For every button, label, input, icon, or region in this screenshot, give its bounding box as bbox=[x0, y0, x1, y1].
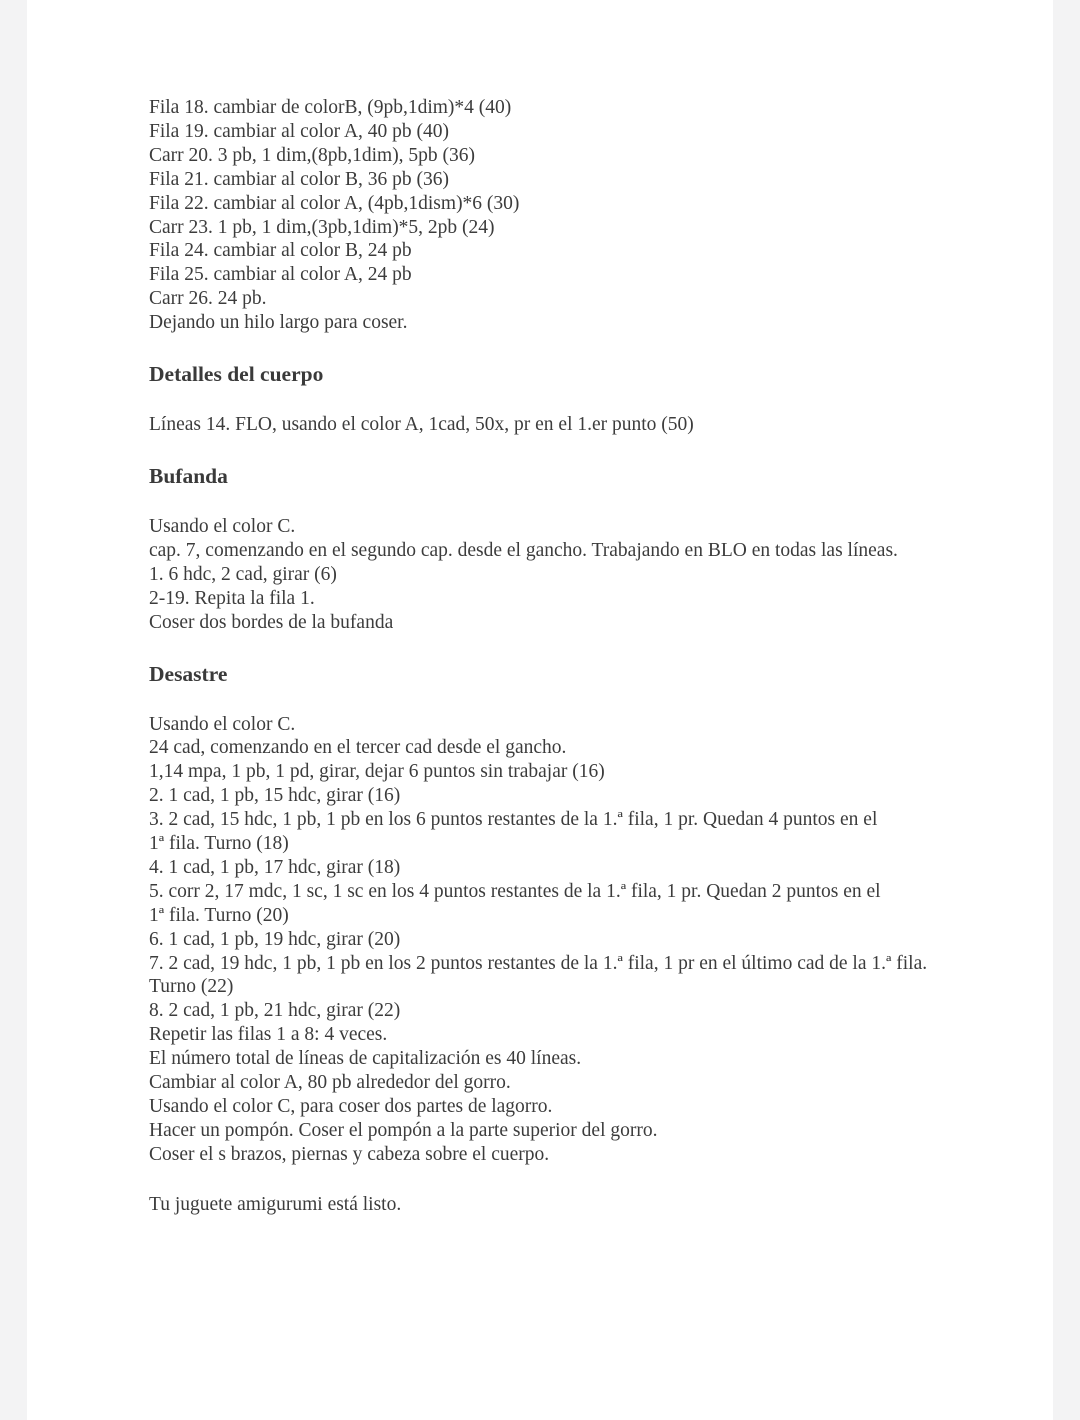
pattern-line: Repetir las filas 1 a 8: 4 veces. bbox=[149, 1024, 388, 1046]
pattern-line: Fila 22. cambiar al color A, (4pb,1dism)*6 (30) bbox=[149, 192, 520, 214]
document-content bbox=[149, 96, 1009, 1217]
pattern-line: 24 cad, comenzando en el tercer cad desde el gancho. bbox=[149, 737, 567, 759]
pattern-line: Carr 26. 24 pb. bbox=[149, 288, 267, 310]
pattern-line: 1ª fila. Turno (20) bbox=[149, 904, 289, 926]
closing-line: Tu juguete amigurumi está listo. bbox=[149, 1193, 402, 1215]
pattern-line: 1,14 mpa, 1 pb, 1 pd, girar, dejar 6 puntos sin trabajar (16) bbox=[149, 761, 605, 783]
pattern-rows-top bbox=[149, 96, 1009, 335]
pattern-line: Hacer un pompón. Coser el pompón a la parte superior del gorro. bbox=[149, 1119, 658, 1141]
pattern-line: 3. 2 cad, 15 hdc, 1 pb, 1 pb en los 6 puntos restantes de la 1.ª fila, 1 pr. Quedan 4 puntos en el bbox=[149, 809, 878, 831]
pattern-line: 1ª fila. Turno (18) bbox=[149, 833, 289, 855]
pattern-line: 1. 6 hdc, 2 cad, girar (6) bbox=[149, 563, 337, 585]
pattern-line: Fila 19. cambiar al color A, 40 pb (40) bbox=[149, 120, 450, 142]
pattern-line: Fila 24. cambiar al color B, 24 pb bbox=[149, 240, 412, 262]
pattern-line: Usando el color C. bbox=[149, 515, 296, 537]
heading-body-details: Detalles del cuerpo bbox=[149, 362, 324, 387]
pattern-line: 6. 1 cad, 1 pb, 19 hdc, girar (20) bbox=[149, 928, 401, 950]
pattern-line: Turno (22) bbox=[149, 976, 234, 998]
pattern-line: Fila 18. cambiar de colorB, (9pb,1dim)*4 (40) bbox=[149, 97, 512, 118]
disaster-section bbox=[149, 713, 1009, 1167]
pattern-line: 7. 2 cad, 19 hdc, 1 pb, 1 pb en los 2 puntos restantes de la 1.ª fila, 1 pr en el último cad de la 1.ª fila. bbox=[149, 952, 928, 974]
pattern-line: cap. 7, comenzando en el segundo cap. desde el gancho. Trabajando en BLO en todas las líneas. bbox=[149, 539, 898, 561]
document-page bbox=[27, 0, 1053, 1420]
pattern-line: Coser dos bordes de la bufanda bbox=[149, 611, 394, 633]
pattern-line: 8. 2 cad, 1 pb, 21 hdc, girar (22) bbox=[149, 1000, 401, 1022]
pattern-line: Cambiar al color A, 80 pb alrededor del gorro. bbox=[149, 1072, 511, 1094]
pattern-line: Fila 25. cambiar al color A, 24 pb bbox=[149, 264, 412, 286]
pattern-line: 4. 1 cad, 1 pb, 17 hdc, girar (18) bbox=[149, 856, 401, 878]
scarf-section bbox=[149, 515, 1009, 635]
body-details-section bbox=[149, 413, 1009, 437]
heading-scarf: Bufanda bbox=[149, 463, 228, 488]
pattern-line: Fila 21. cambiar al color B, 36 pb (36) bbox=[149, 168, 450, 190]
heading-disaster: Desastre bbox=[149, 661, 228, 686]
pattern-line: El número total de líneas de capitalización es 40 líneas. bbox=[149, 1048, 582, 1070]
pattern-line: Dejando un hilo largo para coser. bbox=[149, 312, 408, 334]
pattern-line: 2. 1 cad, 1 pb, 15 hdc, girar (16) bbox=[149, 785, 401, 807]
pattern-line: Usando el color C, para coser dos partes de lagorro. bbox=[149, 1096, 553, 1117]
pattern-line: Carr 20. 3 pb, 1 dim,(8pb,1dim), 5pb (36) bbox=[149, 144, 476, 166]
pattern-line: Coser el s brazos, piernas y cabeza sobre el cuerpo. bbox=[149, 1143, 550, 1165]
pattern-line: Carr 23. 1 pb, 1 dim,(3pb,1dim)*5, 2pb (24) bbox=[149, 216, 495, 238]
pattern-line: Líneas 14. FLO, usando el color A, 1cad, 50x, pr en el 1.er punto (50) bbox=[149, 414, 694, 436]
pattern-line: Usando el color C. bbox=[149, 713, 296, 735]
pattern-line: 5. corr 2, 17 mdc, 1 sc, 1 sc en los 4 puntos restantes de la 1.ª fila, 1 pr. Quedan 2 puntos en el bbox=[149, 880, 881, 902]
pattern-line: 2-19. Repita la fila 1. bbox=[149, 587, 315, 609]
closing-section bbox=[149, 1193, 1009, 1217]
